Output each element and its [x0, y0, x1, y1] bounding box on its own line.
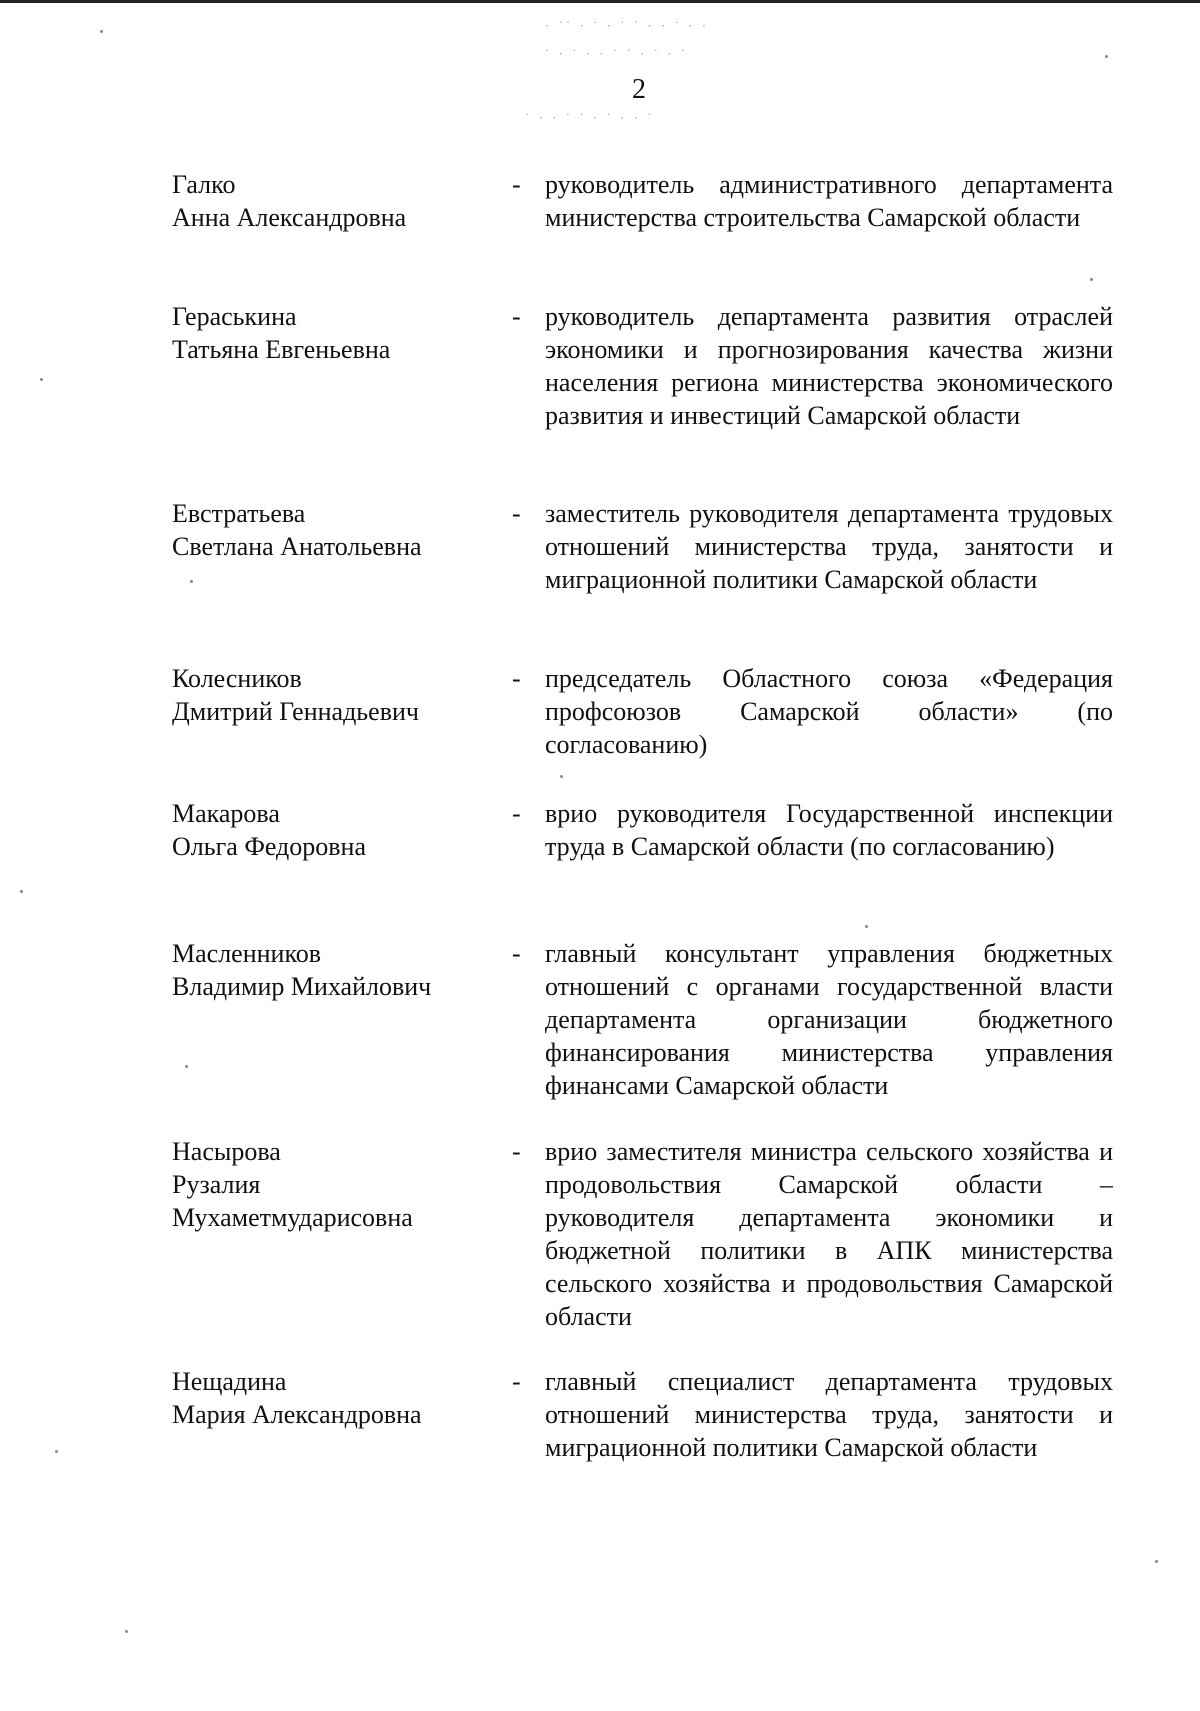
scan-artifact: ˙ · · ˙ ˙ · ˙ · · ˙ [525, 110, 655, 125]
member-given-names: Татьяна Евгеньевна [172, 335, 391, 364]
member-name [172, 1135, 472, 1234]
page-number: 2 [632, 74, 646, 105]
scan-speck [560, 775, 563, 778]
member-given-name: Рузалия [172, 1170, 261, 1199]
member-surname: Галко [172, 170, 236, 199]
member-position: председатель Областного союза «Федерация профсоюзов Самарской области» (по согласованию) [545, 664, 1113, 759]
scan-speck [125, 1630, 128, 1633]
member-patronymic: Мухаметмударисовна [172, 1203, 413, 1232]
member-surname: Евстратьева [172, 499, 306, 528]
scan-speck [190, 580, 193, 583]
member-name [172, 1365, 472, 1431]
entry-separator: - [512, 170, 521, 199]
entry-separator: - [512, 499, 521, 528]
member-surname: Гераськина [172, 302, 297, 331]
member-given-names: Мария Александровна [172, 1400, 422, 1429]
member-surname: Масленников [172, 939, 322, 968]
member-name [172, 300, 472, 366]
scan-speck [1155, 1560, 1158, 1563]
member-position: врио заместителя министра сельского хозяйства и продовольствия Самарской области – руководителя департамента экономики и бюджетной политики в АПК министерства сельского хозяйства и продовольствия Самарской области [545, 1137, 1113, 1331]
scan-speck [1105, 55, 1108, 58]
member-name [172, 937, 472, 1003]
entry-separator: - [512, 1367, 521, 1396]
member-surname: Колесников [172, 664, 302, 693]
member-given-names: Ольга Федоровна [172, 832, 367, 861]
member-name [172, 497, 472, 563]
scan-speck [865, 925, 868, 928]
member-given-names: Владимир Михайлович [172, 972, 432, 1001]
scan-artifact: · ˙ˈ · ˙ · ˙ ˈ · · ˙ · · [545, 18, 710, 33]
entry-separator: - [512, 1137, 521, 1166]
member-surname: Макарова [172, 799, 280, 828]
scan-speck [20, 890, 23, 893]
member-given-names: Светлана Анатольевна [172, 532, 422, 561]
scan-speck [1090, 278, 1093, 281]
member-name [172, 797, 472, 863]
page-top-border [0, 0, 1200, 3]
scan-speck [100, 30, 103, 33]
member-surname: Насырова [172, 1137, 281, 1166]
member-position: руководитель департамента развития отраслей экономики и прогнозирования качества жизни населения региона министерства экономического развития и инвестиций Самарской области [545, 302, 1113, 430]
scan-speck [185, 1065, 188, 1068]
entry-separator: - [512, 799, 521, 828]
member-position: главный консультант управления бюджетных отношений с органами государственной власти департамента организации бюджетного финансирования министерства управления финансами Самарской области [545, 939, 1113, 1100]
member-position: руководитель административного департамента министерства строительства Самарской области [545, 170, 1113, 232]
member-given-names: Дмитрий Геннадьевич [172, 697, 419, 726]
scan-speck [40, 378, 43, 381]
member-position: заместитель руководителя департамента трудовых отношений министерства труда, занятости и миграционной политики Самарской области [545, 499, 1113, 594]
entry-separator: - [512, 302, 521, 331]
entry-separator: - [512, 664, 521, 693]
member-position: врио руководителя Государственной инспекции труда в Самарской области (по согласованию) [545, 799, 1113, 861]
member-given-names: Анна Александровна [172, 203, 407, 232]
member-surname: Нещадина [172, 1367, 287, 1396]
member-name [172, 168, 472, 234]
member-position: главный специалист департамента трудовых отношений министерства труда, занятости и миграционной политики Самарской области [545, 1367, 1113, 1462]
scan-artifact: ˙ · ˙ · · ˙ ˙ · ˙ · ˙ [545, 46, 689, 61]
entry-separator: - [512, 939, 521, 968]
member-name [172, 662, 472, 728]
scan-speck [55, 1450, 58, 1453]
